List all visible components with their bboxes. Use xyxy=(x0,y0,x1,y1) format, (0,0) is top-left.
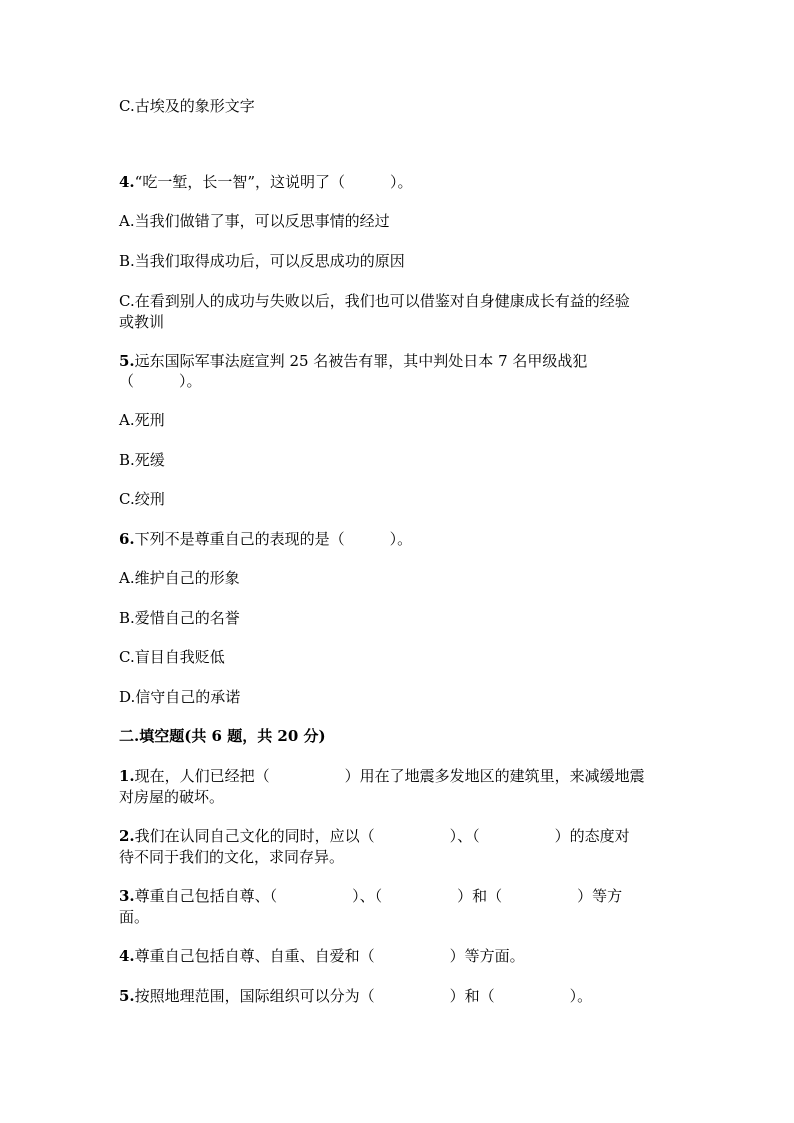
option-text: 或教训 xyxy=(119,313,165,331)
question-number: 2. xyxy=(119,827,135,845)
question-number: 6. xyxy=(119,530,135,548)
option-b-q4 xyxy=(119,250,679,272)
question-text: （ ）。 xyxy=(119,372,202,390)
option-c-q6 xyxy=(119,646,679,668)
question-text: 远东国际军事法庭宣判 25 名被告有罪，其中判处日本 7 名甲级战犯 xyxy=(134,352,588,370)
option-a-q4 xyxy=(119,210,679,232)
question-text: 按照地理范围，国际组织可以分为（ ）和（ ）。 xyxy=(134,987,593,1005)
option-a-q6 xyxy=(119,567,679,589)
option-text: B.死缓 xyxy=(119,451,165,469)
question-text: 我们在认同自己文化的同时，应以（ ）、（ ）的态度对 xyxy=(134,827,630,845)
option-text: A.维护自己的形象 xyxy=(119,569,240,587)
question-text: 待不同于我们的文化，求同存异。 xyxy=(119,848,345,866)
fill-question-5 xyxy=(119,985,679,1007)
question-5-line1 xyxy=(119,350,679,372)
question-6 xyxy=(119,528,679,550)
fill-question-1-line2 xyxy=(119,786,679,808)
fill-question-4 xyxy=(119,945,679,967)
section-title: 二.填空题(共 6 题，共 20 分) xyxy=(119,727,326,745)
option-text: C.盲目自我贬低 xyxy=(119,648,225,666)
option-text: D.信守自己的承诺 xyxy=(119,688,241,706)
fill-question-2-line2 xyxy=(119,846,679,868)
option-a-q5 xyxy=(119,409,679,431)
question-text: 现在，人们已经把（ ）用在了地震多发地区的建筑里，来减缓地震 xyxy=(134,767,645,785)
question-number: 5. xyxy=(119,987,135,1005)
question-text: 下列不是尊重自己的表现的是（ ）。 xyxy=(134,530,413,548)
option-c-q3 xyxy=(119,95,679,117)
question-text: 尊重自己包括自尊、自重、自爱和（ ）等方面。 xyxy=(134,947,525,965)
fill-question-3-line2 xyxy=(119,906,679,928)
option-d-q6 xyxy=(119,686,679,708)
fill-question-2-line1 xyxy=(119,825,679,847)
question-text: 对房屋的破坏。 xyxy=(119,788,225,806)
option-text: B.爱惜自己的名誉 xyxy=(119,609,240,627)
option-text: C.在看到别人的成功与失败以后，我们也可以借鉴对自身健康成长有益的经验 xyxy=(119,292,630,310)
question-number: 4. xyxy=(119,947,135,965)
option-b-q6 xyxy=(119,607,679,629)
question-number: 3. xyxy=(119,887,135,905)
option-text: A.当我们做错了事，可以反思事情的经过 xyxy=(119,212,390,230)
option-c-q5 xyxy=(119,488,679,510)
fill-question-1-line1 xyxy=(119,765,679,787)
question-4 xyxy=(119,171,679,193)
question-number: 1. xyxy=(119,767,135,785)
option-b-q5 xyxy=(119,449,679,471)
question-text: 尊重自己包括自尊、（ ）、（ ）和（ ）等方 xyxy=(134,887,623,905)
question-text: 面。 xyxy=(119,908,150,926)
option-c-q4-line1 xyxy=(119,290,679,312)
question-number: 4. xyxy=(119,173,135,191)
section-heading-fill-in xyxy=(119,725,679,747)
question-number: 5. xyxy=(119,352,135,370)
option-text: B.当我们取得成功后，可以反思成功的原因 xyxy=(119,252,405,270)
question-5-line2 xyxy=(119,370,679,392)
option-text: C.古埃及的象形文字 xyxy=(119,97,255,115)
question-text: “吃一堑，长一智”，这说明了（ ）。 xyxy=(134,173,413,191)
fill-question-3-line1 xyxy=(119,885,679,907)
option-text: C.绞刑 xyxy=(119,490,165,508)
option-text: A.死刑 xyxy=(119,411,165,429)
option-c-q4-line2 xyxy=(119,311,679,333)
